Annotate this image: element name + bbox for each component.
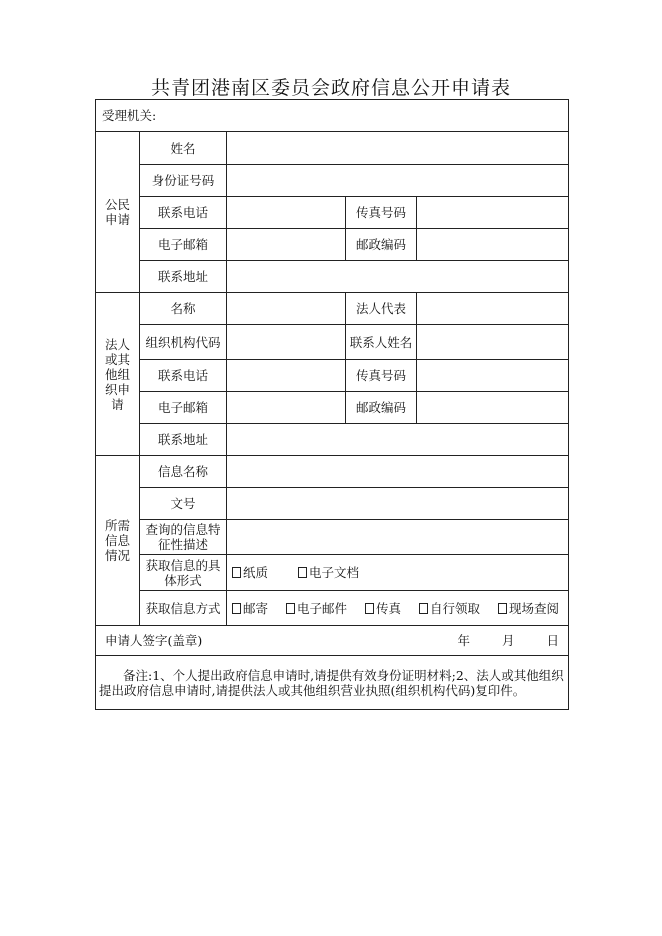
agency-label: 受理机关: bbox=[102, 108, 157, 123]
method-options bbox=[227, 591, 569, 626]
note-text: 备注:1、个人提出政府信息申请时,请提供有效身份证明材料;2、法人或其他组织提出政府信息申请时,请提供法人或其他组织营业执照(组织机构代码)复印件。 bbox=[96, 656, 569, 710]
legal-postcode-label: 邮政编码 bbox=[346, 392, 417, 424]
citizen-address-label: 联系地址 bbox=[140, 261, 227, 293]
info-group-label: 所需信息情况 bbox=[96, 456, 140, 626]
doc-number-label: 文号 bbox=[140, 488, 227, 520]
legal-email-field[interactable] bbox=[227, 392, 346, 424]
citizen-email-label: 电子邮箱 bbox=[140, 229, 227, 261]
legal-phone-label: 联系电话 bbox=[140, 360, 227, 392]
page-title: 共青团港南区委员会政府信息公开申请表 bbox=[150, 77, 511, 99]
year-label: 年 bbox=[457, 633, 470, 648]
legal-fax-label: 传真号码 bbox=[346, 360, 417, 392]
citizen-group-label: 公民申请 bbox=[96, 132, 140, 293]
method-label: 获取信息方式 bbox=[140, 591, 227, 626]
citizen-email-field[interactable] bbox=[227, 229, 346, 261]
signature-date bbox=[429, 633, 559, 648]
citizen-name-field[interactable] bbox=[227, 132, 569, 165]
citizen-fax-field[interactable] bbox=[417, 197, 569, 229]
legal-org-code-field[interactable] bbox=[227, 325, 346, 360]
legal-address-field[interactable] bbox=[227, 424, 569, 456]
description-label: 查询的信息特征性描述 bbox=[140, 520, 227, 555]
signature-row[interactable] bbox=[96, 626, 569, 656]
legal-phone-field[interactable] bbox=[227, 360, 346, 392]
checkbox-icon bbox=[419, 603, 428, 614]
checkbox-icon bbox=[232, 603, 241, 614]
citizen-address-field[interactable] bbox=[227, 261, 569, 293]
citizen-id-label: 身份证号码 bbox=[140, 165, 227, 197]
citizen-name-label: 姓名 bbox=[140, 132, 227, 165]
checkbox-icon bbox=[232, 567, 241, 578]
legal-postcode-field[interactable] bbox=[417, 392, 569, 424]
legal-contact-name-field[interactable] bbox=[417, 325, 569, 360]
citizen-fax-label: 传真号码 bbox=[346, 197, 417, 229]
signature-label: 申请人签字(盖章) bbox=[105, 633, 203, 648]
month-label: 月 bbox=[501, 633, 515, 648]
method-option-pickup[interactable]: 自行领取 bbox=[419, 601, 480, 616]
citizen-phone-field[interactable] bbox=[227, 197, 346, 229]
checkbox-icon bbox=[498, 603, 507, 614]
method-option-email[interactable]: 电子邮件 bbox=[286, 601, 347, 616]
method-option-mail[interactable]: 邮寄 bbox=[232, 601, 268, 616]
legal-name-label: 名称 bbox=[140, 293, 227, 325]
checkbox-icon bbox=[298, 567, 307, 578]
day-label: 日 bbox=[546, 633, 559, 648]
form-option-paper[interactable]: 纸质 bbox=[232, 565, 268, 580]
info-name-field[interactable] bbox=[227, 456, 569, 488]
legal-org-code-label: 组织机构代码 bbox=[140, 325, 227, 360]
method-option-onsite[interactable]: 现场查阅 bbox=[498, 601, 559, 616]
legal-name-field[interactable] bbox=[227, 293, 346, 325]
method-option-fax[interactable]: 传真 bbox=[365, 601, 401, 616]
description-field[interactable] bbox=[227, 520, 569, 555]
legal-fax-field[interactable] bbox=[417, 360, 569, 392]
doc-number-field[interactable] bbox=[227, 488, 569, 520]
form-label: 获取信息的具体形式 bbox=[140, 555, 227, 591]
info-name-label: 信息名称 bbox=[140, 456, 227, 488]
form-options bbox=[227, 555, 569, 591]
form-option-electronic[interactable]: 电子文档 bbox=[298, 565, 359, 580]
citizen-postcode-label: 邮政编码 bbox=[346, 229, 417, 261]
citizen-id-field[interactable] bbox=[227, 165, 569, 197]
legal-address-label: 联系地址 bbox=[140, 424, 227, 456]
checkbox-icon bbox=[365, 603, 374, 614]
citizen-postcode-field[interactable] bbox=[417, 229, 569, 261]
application-form bbox=[95, 99, 569, 710]
agency-field[interactable] bbox=[96, 100, 569, 132]
legal-group-label: 法人或其他组织申请 bbox=[96, 293, 140, 456]
citizen-phone-label: 联系电话 bbox=[140, 197, 227, 229]
legal-email-label: 电子邮箱 bbox=[140, 392, 227, 424]
legal-representative-label: 法人代表 bbox=[346, 293, 417, 325]
checkbox-icon bbox=[286, 603, 295, 614]
legal-contact-name-label: 联系人姓名 bbox=[346, 325, 417, 360]
legal-representative-field[interactable] bbox=[417, 293, 569, 325]
